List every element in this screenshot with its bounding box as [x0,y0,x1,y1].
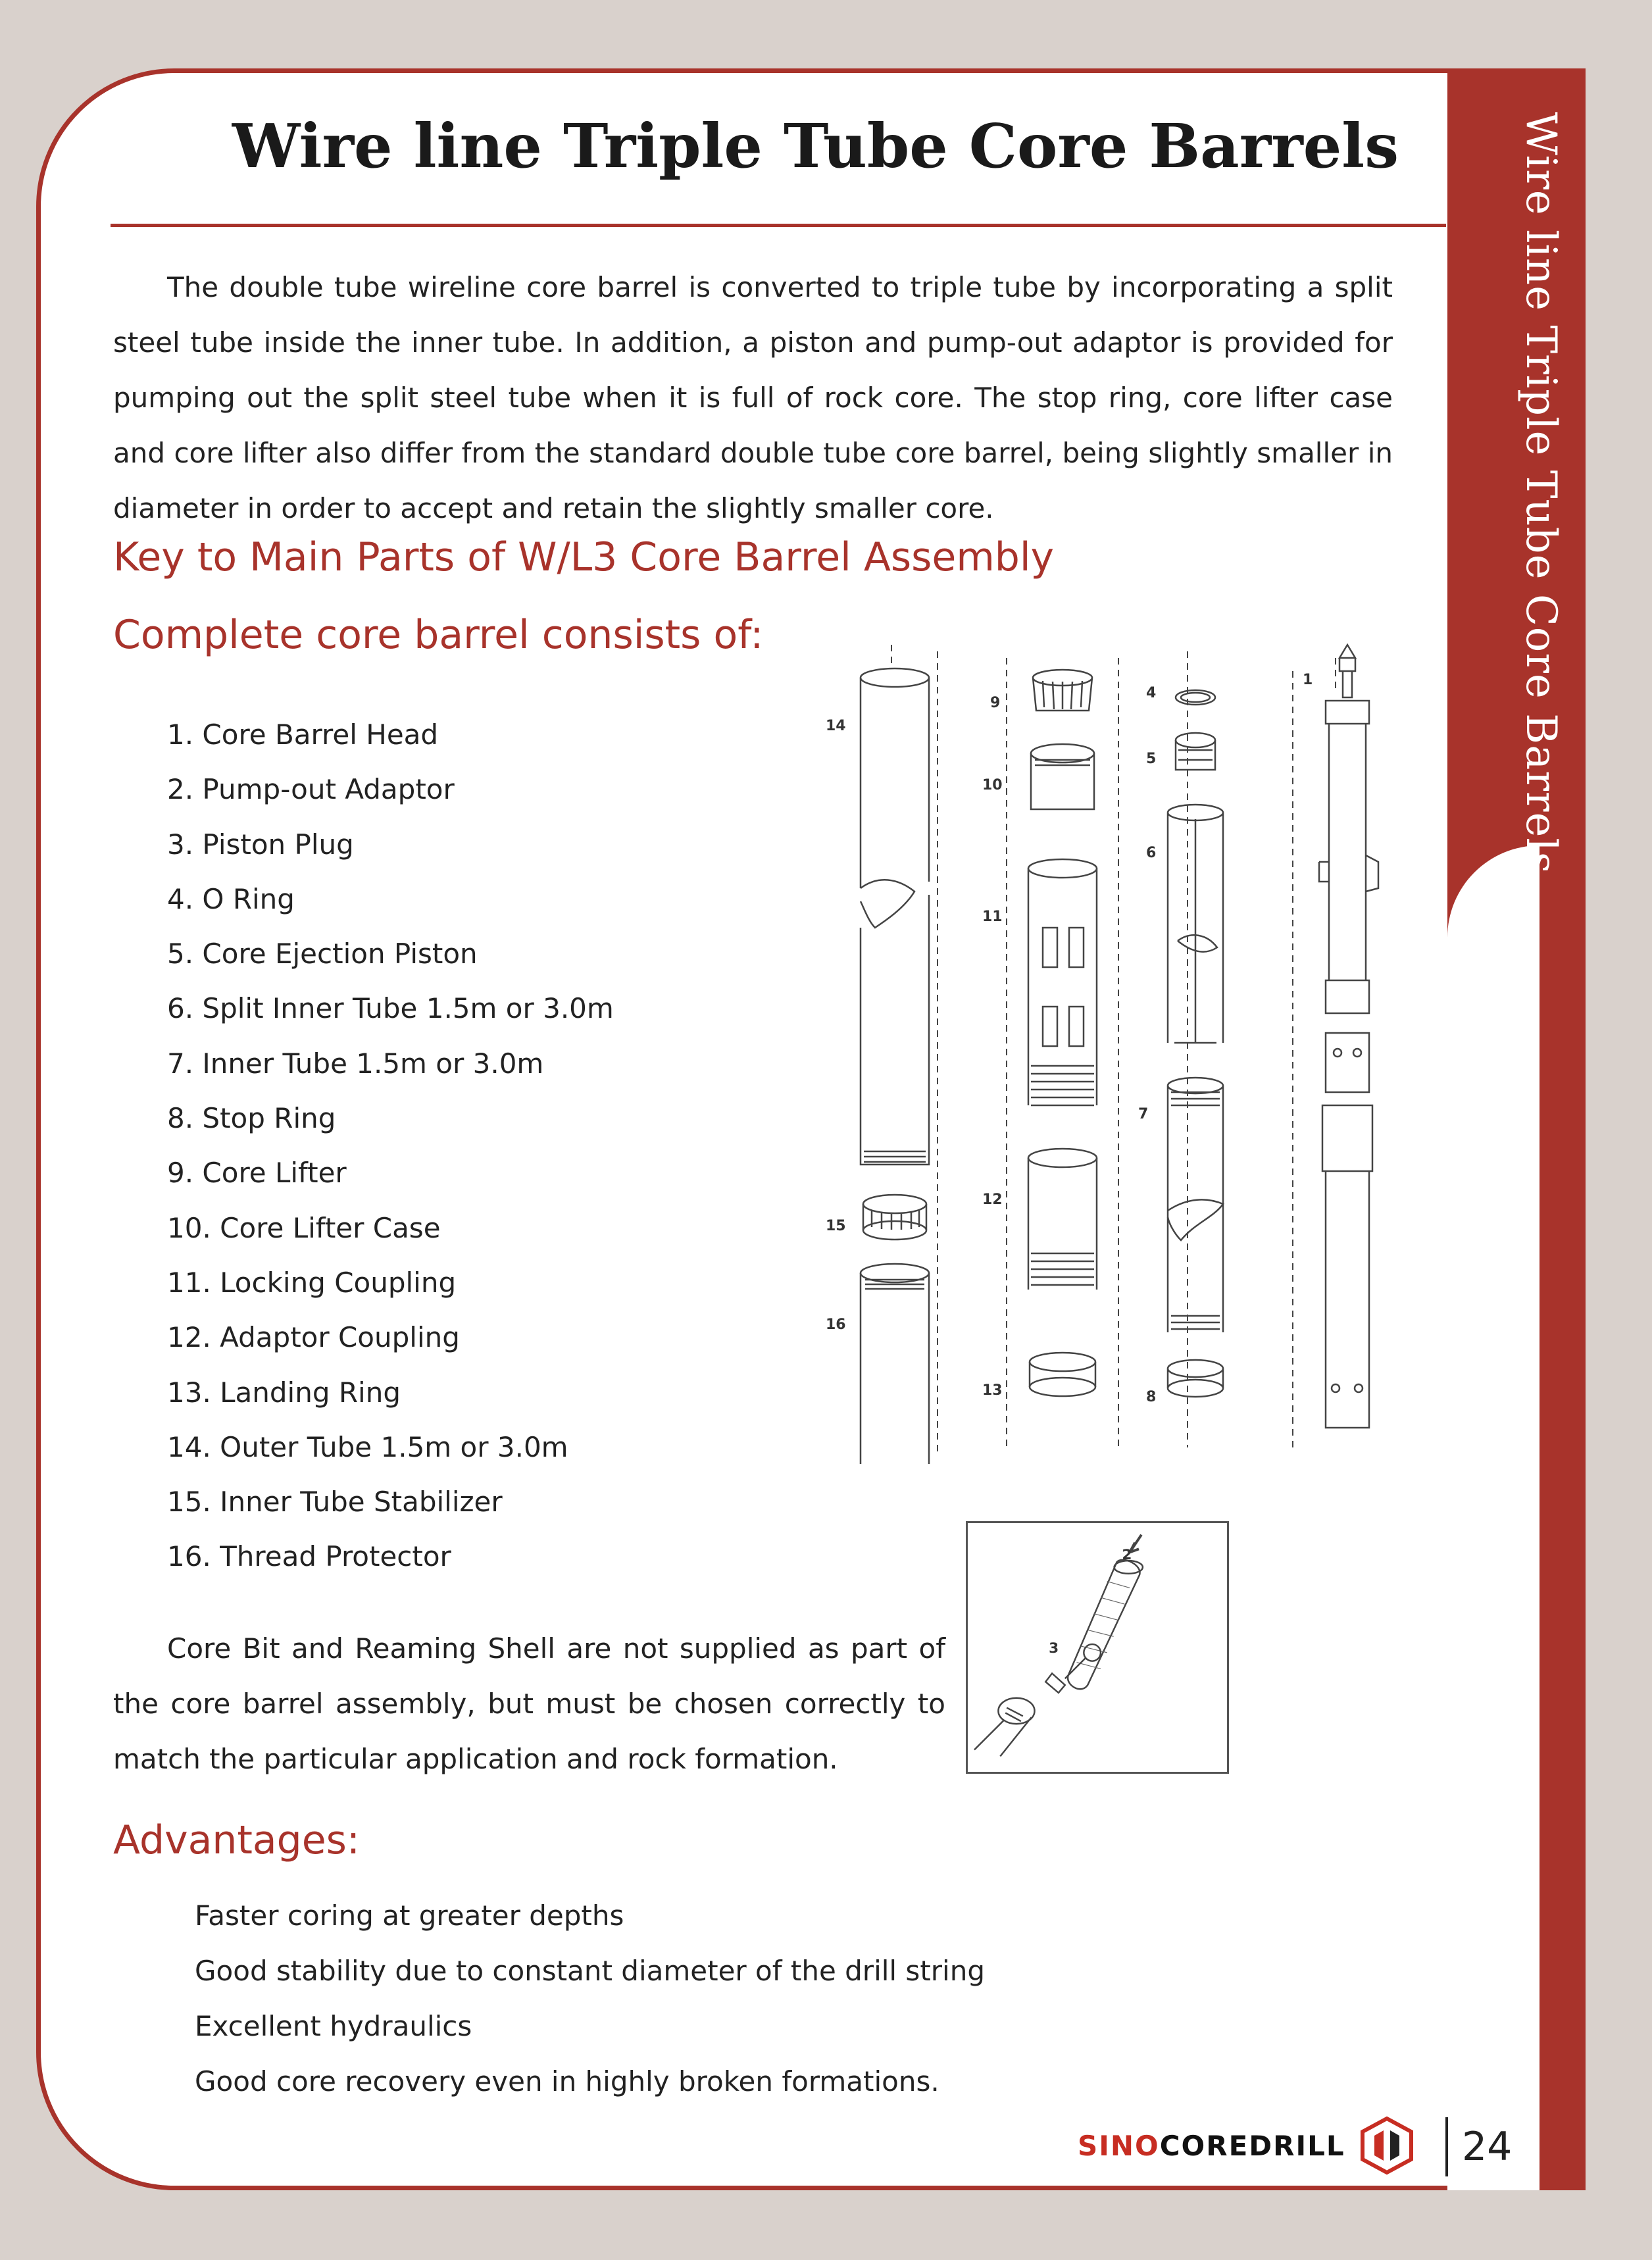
intro-paragraph: The double tube wireline core barrel is converted to triple tube by incorporating a split steel tube inside the inner tube. In addition, a piston and pump-out adaptor is provided for pumping out the split steel tube when it is full of rock core. The stop ring, core lifter case and core lifter also differ from the standard double tube core barrel, being slightly smaller in diameter in order to accept and retain the slightly smaller core. [113,271,1393,524]
label-6: 6 [1146,845,1157,861]
list-item: 5. Core Ejection Piston [167,938,478,970]
thread-protector-part [861,1264,929,1464]
label-11: 11 [982,909,1003,925]
list-item: 9. Core Lifter [167,1157,347,1190]
list-item: 7. Inner Tube 1.5m or 3.0m [167,1047,544,1080]
brand-logo [1078,2116,1416,2175]
label-14: 14 [826,718,846,734]
core-ejection-piston-part [1176,733,1215,770]
list-item: 14. Outer Tube 1.5m or 3.0m [167,1430,568,1463]
list-item: 8. Stop Ring [167,1102,336,1135]
title-rule [111,224,1446,227]
footer-divider [1445,2117,1448,2176]
key-heading: Key to Main Parts of W/L3 Core Barrel Assembly [113,534,1055,580]
list-item: 1. Core Barrel Head [167,718,439,751]
list-item: 15. Inner Tube Stabilizer [167,1486,503,1519]
label-12: 12 [982,1192,1003,1208]
label-10: 10 [982,777,1003,793]
list-item: 4. O Ring [167,882,295,915]
page-title: Wire line Triple Tube Core Barrels [232,111,1399,182]
label-13: 13 [982,1382,1003,1399]
core-barrel-head-part [1319,645,1378,1428]
list-item: Good core recovery even in highly broken formations. [195,2065,939,2097]
label-4: 4 [1146,685,1157,701]
page-number: 24 [1462,2124,1513,2170]
side-tab-title: Wire line Triple Tube Core Barrels [1516,112,1565,874]
list-item: 12. Adaptor Coupling [167,1321,460,1354]
dashed-leaders [891,645,1336,1454]
brand-wordmark: SINOCOREDRILL [1078,2129,1345,2162]
inner-tube-stabilizer-part [863,1195,926,1240]
locking-coupling-part [1028,859,1097,1105]
tube-end-shape [974,1698,1035,1757]
core-lifter-part [1033,670,1092,711]
o-ring-part [1176,690,1215,705]
note-paragraph: Core Bit and Reaming Shell are not supplied as part of the core barrel assembly, but must be chosen correctly to match the particular application and rock formation. [113,1632,945,1775]
brand-mark-icon [1357,2116,1416,2175]
list-item: 6. Split Inner Tube 1.5m or 3.0m [167,992,614,1025]
label-16: 16 [826,1317,846,1333]
label-15: 15 [826,1218,846,1234]
list-item: Good stability due to constant diameter of the drill string [195,1955,985,1987]
advantages-heading: Advantages: [113,1817,361,1863]
stop-ring-part [1168,1360,1223,1397]
landing-ring-part [1030,1353,1095,1396]
pump-out-adaptor-shape [1068,1560,1139,1689]
parts-list [167,707,614,1584]
label-2: 2 [1122,1547,1132,1564]
label-3: 3 [1049,1640,1059,1657]
adaptor-coupling-part [1028,1149,1097,1290]
inner-tube-part [1168,1078,1223,1332]
label-1: 1 [1303,672,1313,688]
outer-tube-part [861,668,929,1165]
split-inner-tube-part [1168,805,1223,1043]
list-item: 11. Locking Coupling [167,1266,457,1299]
list-item: 3. Piston Plug [167,828,354,861]
advantages-list [195,1888,985,2109]
list-item: 13. Landing Ring [167,1376,401,1409]
label-9: 9 [990,695,1001,711]
core-barrel-diagram [799,632,1391,1467]
list-item: 2. Pump-out Adaptor [167,773,455,806]
side-tab-curve [1447,845,1539,2190]
pump-out-inset [966,1521,1229,1774]
list-item: 10. Core Lifter Case [167,1211,441,1244]
list-item: Faster coring at greater depths [195,1899,624,1932]
list-item: 16. Thread Protector [167,1540,451,1573]
label-7: 7 [1138,1106,1149,1122]
consists-heading: Complete core barrel consists of: [113,612,764,658]
label-5: 5 [1146,751,1157,767]
core-lifter-case-part [1031,744,1094,809]
label-8: 8 [1146,1389,1157,1405]
list-item: Excellent hydraulics [195,2010,472,2042]
